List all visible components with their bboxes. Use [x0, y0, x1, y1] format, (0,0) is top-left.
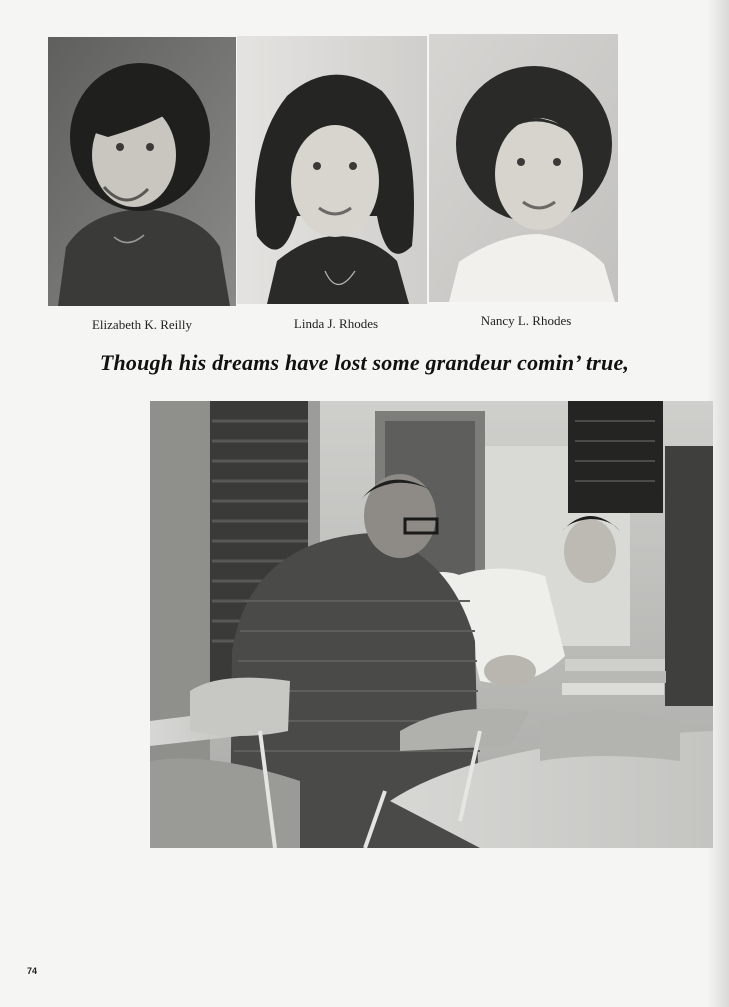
portrait-caption-3: Nancy L. Rhodes: [480, 313, 572, 328]
tagline-quote: Though his dreams have lost some grandeur comin’ true,: [99, 350, 630, 375]
portrait-caption-2: Linda J. Rhodes: [293, 316, 379, 331]
portrait-photo-linda-rhodes: [237, 36, 427, 304]
portrait-photo-elizabeth-reilly: [48, 37, 236, 306]
portrait-caption-1: Elizabeth K. Reilly: [91, 317, 192, 332]
classroom-photo: [150, 401, 713, 848]
page-number: 74: [27, 966, 38, 976]
portrait-photo-nancy-rhodes: [429, 34, 618, 302]
